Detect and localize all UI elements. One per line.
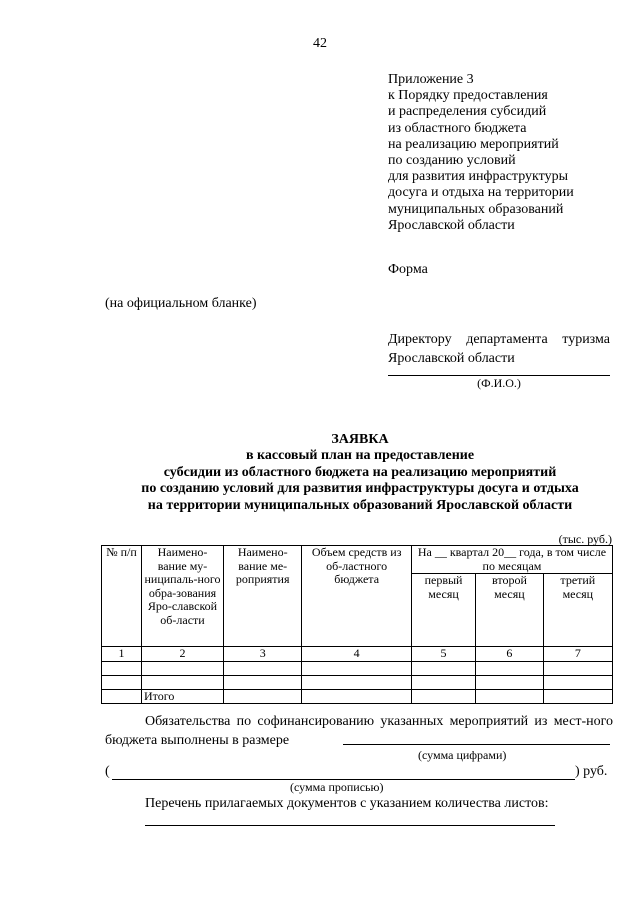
- appendix-line: к Порядку предоставления: [388, 88, 548, 104]
- title-line: по созданию условий для развития инфраструктуры досуга и отдыха: [141, 481, 579, 497]
- table-cell: [543, 689, 612, 704]
- table-header-row: [102, 546, 613, 574]
- appendix-line: на реализацию мероприятий: [388, 136, 559, 152]
- table-cell: [223, 661, 301, 675]
- table-cell: [302, 675, 411, 689]
- table-row: [102, 661, 613, 675]
- addressee-block: [388, 330, 610, 368]
- title-line: ЗАЯВКА: [331, 432, 389, 447]
- header-municipality: Наимено-вание му-ниципаль-ного обра-зования Яро-славской об-ласти: [142, 546, 224, 647]
- table-cell: [142, 675, 224, 689]
- form-label: Форма: [388, 262, 428, 277]
- table-total-row: [102, 689, 613, 704]
- total-label: Итого: [142, 689, 224, 704]
- table-cell: [302, 661, 411, 675]
- appendix-line: Приложение 3: [388, 72, 474, 87]
- title-line: на территории муниципальных образований Ярославской области: [147, 497, 573, 513]
- col-number: 1: [102, 647, 142, 662]
- table-cell: [411, 661, 475, 675]
- document-title: [100, 432, 620, 514]
- cash-plan-table: [101, 545, 613, 704]
- sum-words-open-paren: (: [105, 764, 110, 779]
- title-line: субсидии из областного бюджета на реализацию мероприятий: [163, 464, 557, 480]
- appendix-line: досуга и отдыха на территории: [388, 185, 574, 201]
- table-cell: [102, 661, 142, 675]
- appendix-line: по созданию условий: [388, 153, 516, 169]
- table-cell: [223, 675, 301, 689]
- documents-list-label: Перечень прилагаемых документов с указанием количества листов:: [145, 796, 549, 811]
- table-cell: [543, 661, 612, 675]
- table-cell: [102, 675, 142, 689]
- blank-note: (на официальном бланке): [105, 296, 257, 311]
- col-number: 3: [223, 647, 301, 662]
- col-number: 2: [142, 647, 224, 662]
- obligations-paragraph: Обязательства по софинансированию указанных мероприятий из мест-ного бюджета выполнены в размере: [105, 714, 613, 748]
- table-cell: [411, 675, 475, 689]
- table-cell: [476, 689, 544, 704]
- table-cell: [476, 661, 544, 675]
- addressee-line-1: Директору департамента туризма: [388, 332, 610, 347]
- units-label: (тыс. руб.): [558, 532, 612, 546]
- header-month-1: первый месяц: [411, 574, 475, 647]
- table-cell: [142, 661, 224, 675]
- addressee-line-2: Ярославской области: [388, 351, 515, 366]
- table-cell: [302, 689, 411, 704]
- sum-words-caption: (сумма прописью): [290, 780, 384, 794]
- table-row: [102, 675, 613, 689]
- page-number: 42: [313, 36, 327, 51]
- table-cell: [476, 675, 544, 689]
- documents-line: [145, 825, 555, 826]
- header-month-3: третий месяц: [543, 574, 612, 647]
- table-cell: [102, 689, 142, 704]
- appendix-block: [388, 72, 574, 234]
- col-number: 7: [543, 647, 612, 662]
- header-month-2: второй месяц: [476, 574, 544, 647]
- sum-digits-line: [343, 744, 610, 745]
- table-cell: [411, 689, 475, 704]
- appendix-line: для развития инфраструктуры: [388, 169, 568, 185]
- appendix-line: и распределения субсидий: [388, 104, 547, 120]
- col-number: 6: [476, 647, 544, 662]
- header-quarter: На __ квартал 20__ года, в том числе по месяцам: [411, 546, 612, 574]
- sum-digits-caption: (сумма цифрами): [418, 748, 507, 762]
- table-column-numbers-row: [102, 647, 613, 662]
- header-volume: Объем средств из об-ластного бюджета: [302, 546, 411, 647]
- appendix-line: муниципальных образований: [388, 201, 564, 217]
- sum-words-currency: ) руб.: [575, 764, 608, 779]
- header-num: № п/п: [102, 546, 142, 647]
- title-line: в кассовый план на предоставление: [245, 448, 475, 464]
- col-number: 4: [302, 647, 411, 662]
- appendix-line: Ярославской области: [388, 217, 515, 233]
- appendix-line: из областного бюджета: [388, 120, 527, 136]
- fio-caption: (Ф.И.О.): [477, 376, 521, 390]
- col-number: 5: [411, 647, 475, 662]
- table-cell: [223, 689, 301, 704]
- table-cell: [543, 675, 612, 689]
- header-event: Наимено-вание ме-роприятия: [223, 546, 301, 647]
